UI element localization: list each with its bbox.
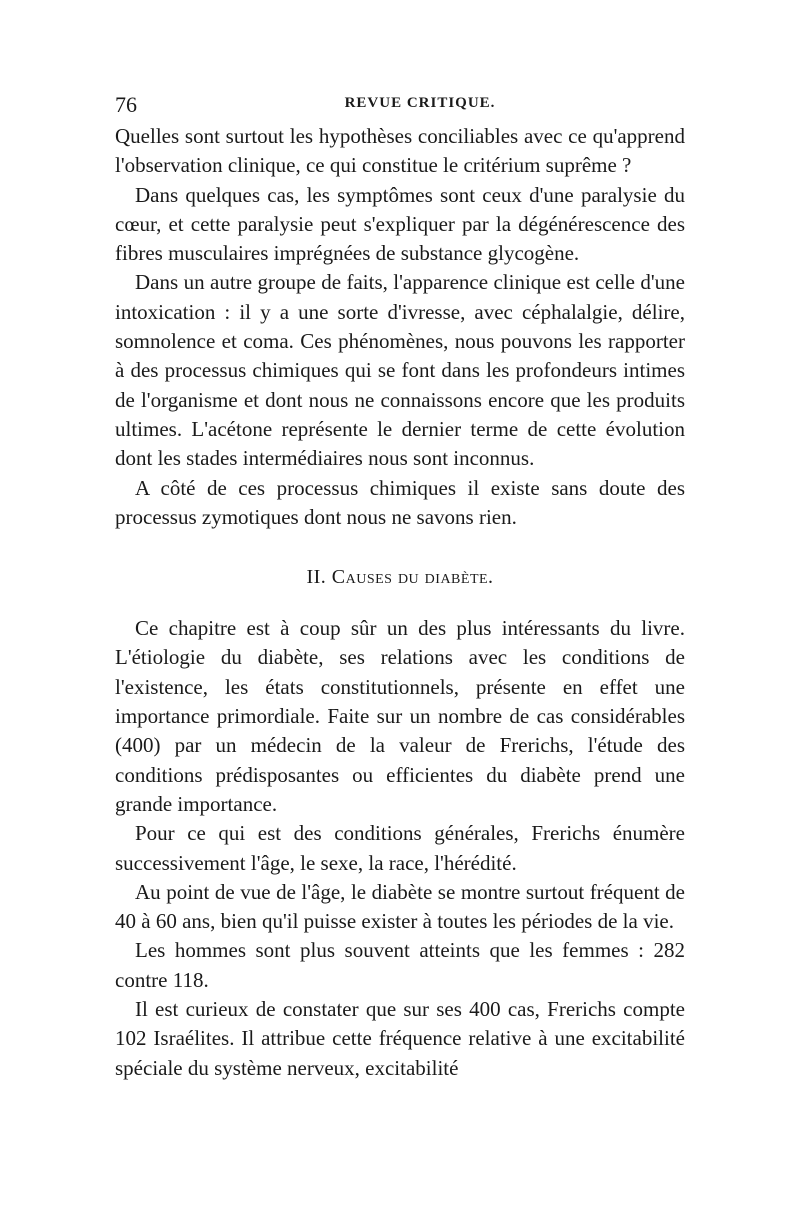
paragraph: Ce chapitre est à coup sûr un des plus intéressants du livre. L'étiologie du diabète, ses relations avec les conditions de l'existence, les états constitutionnels, présente en effet une importance primordiale. Faite sur un nombre de cas considérables (400) par un médecin de la valeur de Frerichs, l'étude des conditions prédisposantes ou efficientes du diabète prend une grande importance. bbox=[115, 616, 685, 816]
paragraph: Il est curieux de constater que sur ses 400 cas, Frerichs compte 102 Israélites. Il attribue cette fréquence relative à une excitabilité spéciale du système nerveux, excitabilité bbox=[115, 997, 685, 1080]
page bbox=[115, 92, 685, 1083]
paragraph: Dans quelques cas, les symptômes sont ceux d'une paralysie du cœur, et cette paralysie peut s'expliquer par la dégénérescence des fibres musculaires imprégnées de substance glycogène. bbox=[115, 182, 685, 266]
paragraph: Dans un autre groupe de faits, l'apparence clinique est celle d'une intoxication : il y a une sorte d'ivresse, avec céphalalgie, délire, somnolence et coma. Ces phénomènes, nous pouvons les rapporter à des processus chimiques qui se font dans les profondeurs intimes de l'organisme et dont nous ne connaissons encore que les produits ultimes. L'acétone représente le dernier terme de cette évolution dont les stades intermédiaires nous sont inconnus. bbox=[115, 270, 685, 471]
section-title: Causes du diabète. bbox=[331, 566, 494, 589]
paragraph: A côté de ces processus chimiques il existe sans doute des processus zymotiques dont nous ne savons rien. bbox=[115, 475, 685, 529]
running-title: REVUE CRITIQUE. bbox=[344, 95, 496, 111]
paragraph: Pour ce qui est des conditions générales, Frerichs énumère successivement l'âge, le sexe, la race, l'hérédité. bbox=[115, 821, 685, 875]
paragraph: Au point de vue de l'âge, le diabète se montre surtout fréquent de 40 à 60 ans, bien qu'il puisse exister à toutes les périodes de la vie. bbox=[115, 879, 685, 934]
section-heading bbox=[115, 563, 685, 592]
paragraph: Les hommes sont plus souvent atteints que les femmes : 282 contre 118. bbox=[115, 938, 685, 992]
page-header bbox=[115, 92, 685, 122]
page-number: 76 bbox=[115, 92, 137, 117]
section-number: II. bbox=[306, 566, 327, 589]
paragraph: Quelles sont surtout les hypothèses conciliables avec ce qu'apprend l'observation clinique, ce qui constitue le critérium suprême ? bbox=[115, 124, 685, 178]
